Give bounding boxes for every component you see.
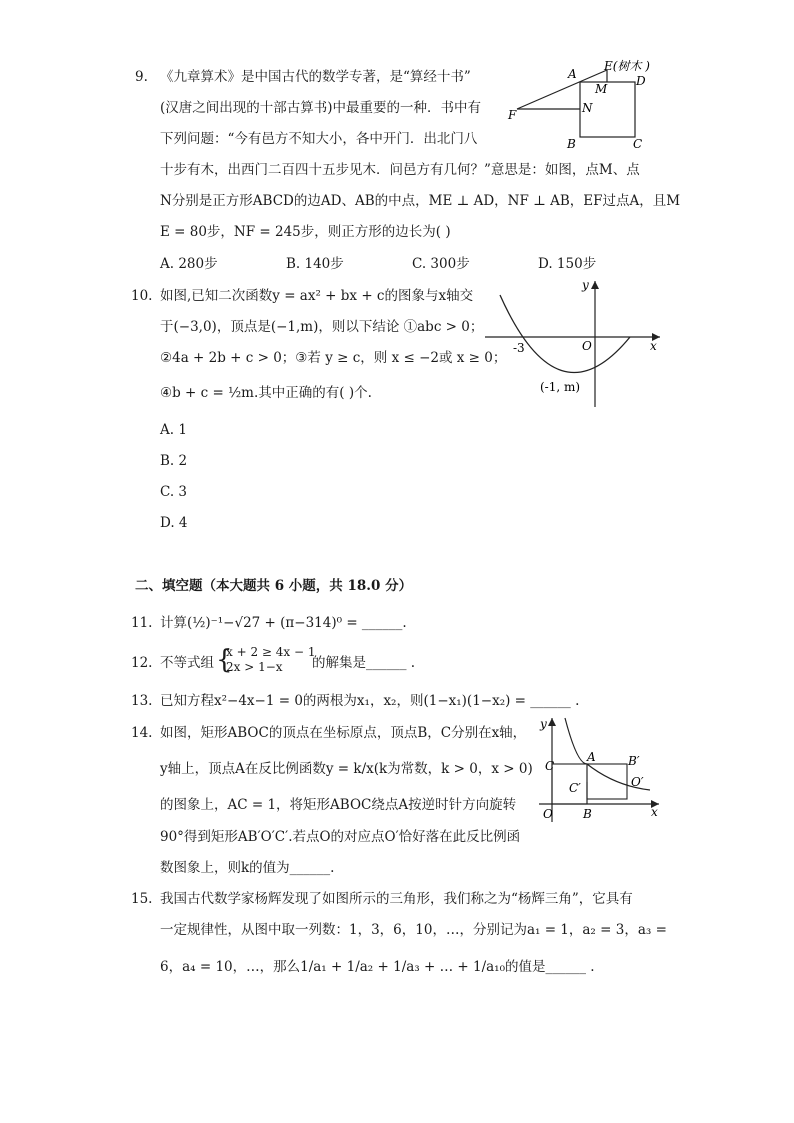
q10-option-b: B. 2 [160, 453, 188, 469]
label-c-prime: C′ [569, 781, 581, 795]
axis-x-label: x [650, 339, 657, 353]
question-number: 15. [131, 891, 153, 907]
label-n: N [582, 101, 593, 115]
label-a: A [568, 67, 577, 81]
question-number: 11. [131, 615, 153, 631]
section-heading: 二、填空题（本大题共 6 小题，共 18.0 分） [135, 578, 413, 594]
label-b-prime: B′ [628, 754, 640, 768]
q9-option-b: B. 140步 [286, 256, 344, 272]
question-number: 9. [135, 69, 148, 85]
label-b: B [567, 137, 576, 151]
q9-line-3: 下列问题：“今有邑方不知大小，各中开门．出北门八 [160, 131, 478, 147]
q9-line-2: (汉唐之间出现的十部古算书)中最重要的一种．书中有 [160, 100, 482, 116]
brace-icon: { [216, 645, 233, 675]
question-number: 13. [131, 693, 153, 709]
q12-suffix: 的解集是______ . [312, 655, 416, 671]
q10-option-a: A. 1 [160, 422, 187, 438]
label-d: D [636, 74, 646, 88]
q9-option-c: C. 300步 [412, 256, 470, 272]
axis-x-label: x [651, 805, 658, 819]
question-number: 10. [131, 288, 153, 304]
label-a: A [587, 750, 596, 764]
vertex-label: (-1, m) [540, 380, 581, 394]
q11-text: 计算(½)⁻¹−√27 + (π−314)⁰ = ______. [160, 615, 407, 631]
label-f: F [508, 108, 517, 122]
question-number: 14. [131, 725, 153, 741]
q9-option-d: D. 150步 [538, 256, 597, 272]
q10-line-3: ②4a + 2b + c > 0；③若 y ≥ c，则 x ≤ −2或 x ≥ 0； [160, 350, 507, 366]
origin-label: O [543, 807, 553, 821]
q9-line-4: 十步有木，出西门二百四十五步见木．问邑方有几何？”意思是：如图，点M、点 [160, 162, 640, 178]
q9-line-6: E = 80步，NF = 245步，则正方形的边长为( ) [160, 224, 451, 240]
q14-line-5: 数图象上，则k的值为______. [160, 860, 335, 876]
label-b: B [583, 807, 592, 821]
q14-line-2: y轴上，顶点A在反比例函数y = k/x(k为常数，k > 0，x > 0) [160, 761, 533, 777]
q9-line-5: N分别是正方形ABCD的边AD、AB的中点，ME ⊥ AD，NF ⊥ AB，EF过点A，且M [160, 193, 681, 209]
q10-line-1: 如图,已知二次函数y = ax² + bx + c的图象与x轴交 [160, 288, 474, 304]
label-m: M [595, 82, 608, 96]
q14-rectangle-figure [535, 712, 665, 824]
q9-option-a: A. 280步 [160, 256, 218, 272]
axis-y-label: y [582, 278, 589, 292]
label-e: E(树木 ) [604, 59, 650, 73]
q15-line-1: 我国古代数学家杨辉发现了如图所示的三角形，我们称之为“杨辉三角”，它具有 [160, 891, 633, 907]
q14-line-4: 90°得到矩形AB′O′C′.若点O的对应点O′恰好落在此反比例函 [160, 829, 521, 845]
question-number: 12. [131, 655, 153, 671]
label-c: C [545, 759, 555, 773]
q10-option-d: D. 4 [160, 515, 188, 531]
label-o-prime: O′ [631, 775, 644, 789]
q10-line-4: ④b + c = ½m.其中正确的有( )个. [160, 385, 372, 401]
q15-line-3: 6，a₄ = 10，…，那么1/a₁ + 1/a₂ + 1/a₃ + … + 1/a₁₀的值是______ . [160, 959, 595, 975]
q14-line-3: 的图象上，AC = 1，将矩形ABOC绕点A按逆时针方向旋转 [160, 797, 517, 813]
q12-ineq-1: x + 2 ≥ 4x − 1 [226, 645, 316, 659]
q12-prefix: 不等式组 [160, 655, 214, 671]
q10-line-2: 于(−3,0)，顶点是(−1,m)，则以下结论 ①abc > 0； [160, 319, 484, 335]
axis-y-label: y [540, 717, 547, 731]
origin-label: O [582, 339, 592, 353]
q13-text: 已知方程x²−4x−1 = 0的两根为x₁，x₂，则(1−x₁)(1−x₂) = ______ . [160, 693, 580, 709]
q14-line-1: 如图，矩形ABOC的顶点在坐标原点，顶点B，C分别在x轴， [160, 725, 527, 741]
root-label: -3 [513, 341, 525, 355]
q10-option-c: C. 3 [160, 484, 188, 500]
q9-line-1: 《九章算术》是中国古代的数学专著，是“算经十书” [160, 69, 471, 85]
label-c: C [633, 137, 643, 151]
q12-ineq-2: 2x > 1−x [226, 660, 283, 674]
q9-square-figure [505, 58, 670, 153]
q15-line-2: 一定规律性，从图中取一列数：1，3，6，10，…，分别记为a₁ = 1，a₂ = 3，a₃ = [160, 922, 667, 938]
q10-parabola-figure [480, 275, 670, 410]
